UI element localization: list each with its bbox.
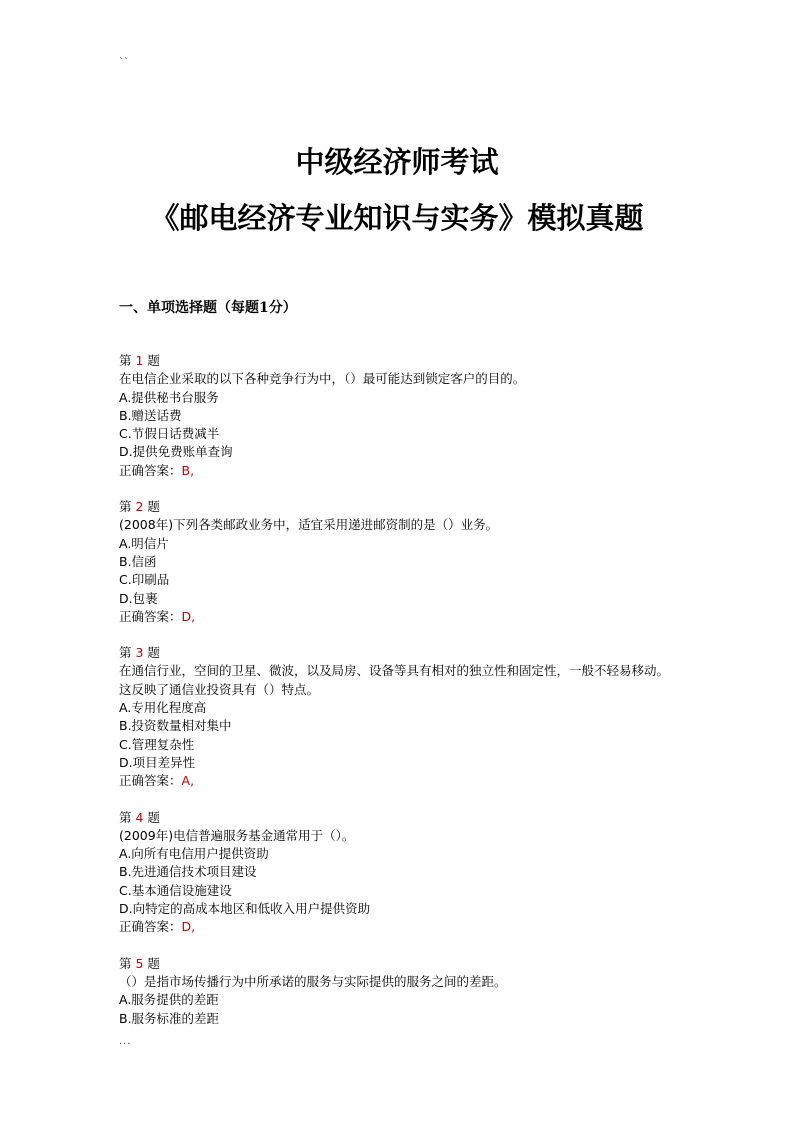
question-number [119, 644, 679, 662]
header-mark: `` [119, 57, 129, 68]
option-item: B.先进通信技术项目建设 [119, 864, 257, 880]
answer-line [119, 462, 679, 480]
option-item: C.印刷品 [119, 572, 170, 588]
question-text: 在电信企业采取的以下各种竞争行为中，（）最可能达到锁定客户的目的。 [119, 371, 526, 387]
option-item: B.信函 [119, 553, 157, 569]
question-item [119, 955, 679, 1028]
option-item: A.专用化程度高 [119, 700, 207, 716]
question-number [119, 955, 679, 973]
question-index: 4 [135, 809, 144, 825]
question-suffix: 题 [143, 499, 160, 515]
question-number [119, 809, 679, 827]
question-text: （）是指市场传播行为中所承诺的服务与实际提供的服务之间的差距。 [119, 973, 507, 989]
question-suffix: 题 [143, 645, 160, 661]
question-prefix: 第 [119, 353, 136, 368]
answer-value: B, [181, 462, 195, 478]
question-text: (2009年)电信普遍服务基金通常用于（）。 [119, 827, 355, 843]
option-item: C.基本通信设施建设 [119, 882, 232, 898]
footer-mark: ... [119, 1036, 132, 1047]
option-item: D.提供免费账单查询 [119, 444, 233, 460]
option-item: D.项目差异性 [119, 754, 196, 770]
option-item: C.管理复杂性 [119, 736, 195, 752]
question-item [119, 809, 679, 937]
answer-line [119, 918, 679, 936]
question-prefix: 第 [119, 499, 136, 515]
question-text: 在通信行业，空间的卫星、微波，以及局房、设备等具有相对的独立性和固定性，一般不轻易移动。这反映了通信业投资具有（）特点。 [119, 663, 670, 697]
answer-value: D, [181, 919, 196, 935]
question-item [119, 644, 679, 790]
question-text: (2008年)下列各类邮政业务中，适宜采用递进邮资制的是（）业务。 [119, 517, 499, 533]
answer-label: 正确答案： [119, 462, 182, 478]
option-item: A.明信片 [119, 535, 169, 551]
option-item: B.服务标准的差距 [119, 1010, 220, 1026]
question-list [119, 352, 679, 1046]
question-prefix: 第 [119, 809, 136, 825]
answer-value: A, [181, 773, 195, 789]
question-suffix: 题 [143, 955, 160, 971]
question-suffix: 题 [143, 809, 160, 825]
question-prefix: 第 [119, 955, 136, 971]
question-prefix: 第 [119, 645, 136, 661]
answer-value: D, [181, 608, 196, 624]
question-number [119, 352, 679, 370]
question-index: 3 [135, 645, 144, 661]
section-heading: 一、单项选择题（每题1分） [119, 300, 297, 316]
question-item [119, 352, 679, 480]
question-suffix: 题 [143, 353, 160, 368]
answer-line [119, 608, 679, 626]
option-item: C.节假日话费减半 [119, 426, 220, 442]
option-item: A.提供秘书台服务 [119, 389, 219, 405]
answer-label: 正确答案： [119, 919, 182, 935]
answer-line [119, 772, 679, 790]
answer-label: 正确答案： [119, 608, 182, 624]
question-index: 5 [135, 955, 144, 971]
option-item: D.向特定的高成本地区和低收入用户提供资助 [119, 901, 371, 917]
question-index: 2 [135, 499, 144, 515]
option-item: A.向所有电信用户提供资助 [119, 846, 269, 862]
option-item: A.服务提供的差距 [119, 992, 219, 1008]
question-number [119, 498, 679, 516]
question-index: 1 [135, 353, 144, 368]
option-item: B.赠送话费 [119, 407, 182, 423]
option-item: D.包裹 [119, 590, 158, 606]
page-title: 中级经济师考试 [295, 145, 499, 179]
question-item [119, 498, 679, 626]
page-subtitle: 《邮电经济专业知识与实务》模拟真题 [150, 201, 644, 235]
option-item: B.投资数量相对集中 [119, 718, 232, 734]
answer-label: 正确答案： [119, 773, 182, 789]
